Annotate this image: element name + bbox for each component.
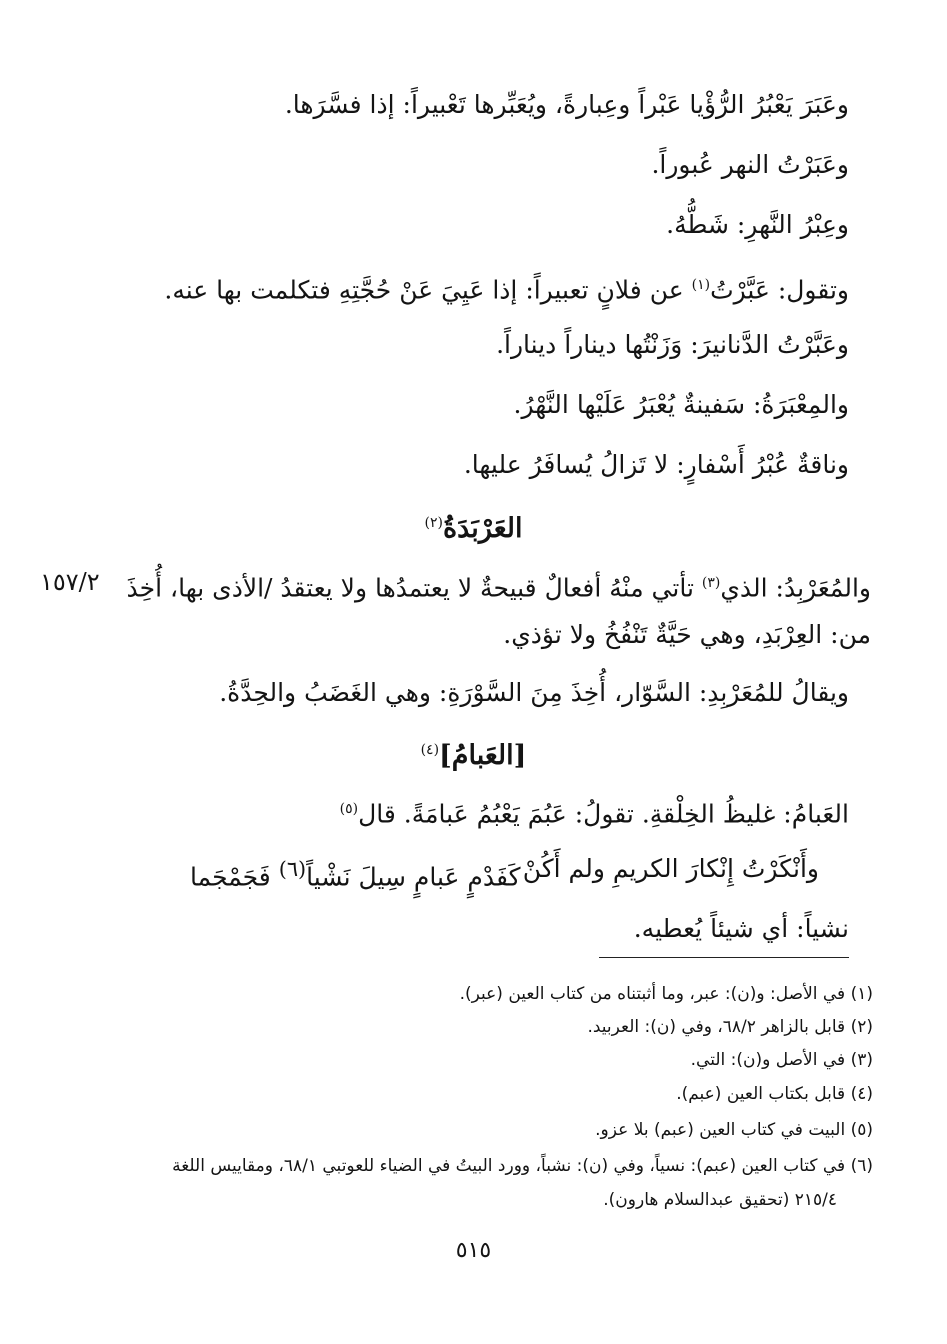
margin-reference: ١٥٧/٢ (40, 568, 100, 596)
footnote: (١) في الأصل: و(ن): عبر، وما أثبتناه من كتاب العين (عبر). (459, 984, 873, 1004)
heading-text: [العَبامُ] (439, 740, 527, 771)
footnote: (٢) قابل بالزاهر ٦٨/٢، وفي (ن): العربيد. (587, 1017, 873, 1037)
footnote-ref: (١) (691, 277, 711, 293)
footnote-ref: (٦) (278, 857, 307, 881)
footnote-ref: (٥) (339, 801, 359, 817)
footnote-divider (599, 957, 849, 958)
para-part: العَبامُ: غليظُ الخِلْقةِ. تقولُ: عَبُمَ يَعْبُمُ عَبامَةً. قال (358, 799, 849, 829)
section-heading (0, 505, 947, 547)
heading-text: العَرْبَدَةُ (442, 513, 523, 544)
text-line: وعَبَرَ يَعْبُرُ الرُّؤْيا عَبْراً وعِبارةً، ويُعَبِّرها تَعْبيراً: إذا فسَّرَها. (284, 90, 849, 119)
text-line: والمِعْبَرَةُ: سَفينةٌ يُعْبَرُ عَلَيْها النَّهْرُ. (513, 390, 849, 419)
para-part: والمُعَرْبِدُ: الذي (720, 573, 871, 603)
footnote: (٥) البيت في كتاب العين (عبم) بلا عزو. (595, 1120, 873, 1140)
text-line (127, 566, 871, 605)
line-prefix: وتقول: عَبَّرْتُ (710, 275, 849, 305)
text-line: وعَبَرْتُ النهر عُبوراً. (651, 150, 849, 179)
text-line (164, 268, 849, 307)
footnote-ref: (٤) (420, 742, 440, 758)
verse-part: فَجَمْجَما (190, 862, 271, 892)
verse-first-hemistich: وأَنْكَرْتُ إِنْكارَ الكريمِ ولم أَكُنْ (522, 854, 819, 883)
footnote-ref: (٢) (424, 515, 443, 531)
para-part: تأتي منْهُ أفعالٌ قبيحةٌ لا يعتمدُها ولا يعتقدُ /الأذى بها، أُخِذَ (126, 573, 694, 603)
text-line (340, 792, 849, 831)
footnote: (٤) قابل بكتاب العين (عبم). (676, 1084, 873, 1104)
text-line: ويقالُ للمُعَرْبِدِ: السَّوّار، أُخِذَ مِنَ السَّوْرَةِ: وهي الغَضَبُ والحِدَّةُ. (219, 678, 849, 707)
page-number: ٥١٥ (455, 1238, 492, 1263)
text-line: من: العِرْبَدِ، وهي حَيَّةٌ تَنْفُخُ ولا تؤذي. (503, 620, 871, 649)
line-rest: عن فلانٍ تعبيراً: إذا عَيِيَ عَنْ حُجَّتِهِ فتكلمت بها عنه. (164, 275, 684, 305)
section-heading (0, 732, 947, 774)
text-line: وعَبَّرْتُ الدَّنانيرَ: وَزَنْتُها ديناراً ديناراً. (496, 330, 849, 359)
footnote-ref: (٣) (701, 575, 721, 591)
text-line: وناقةٌ عُبْرُ أَسْفارٍ: لا تَزالُ يُسافَرُ عليها. (463, 450, 849, 479)
footnote-continuation: ٢١٥/٤ (تحقيق عبدالسلام هارون). (603, 1190, 837, 1210)
footnote: (٦) في كتاب العين (عبم): نسياً، وفي (ن): نشباً، وورد البيتُ في الضياء للعوتبي ٦٨/١، ومقاييس اللغة (172, 1156, 873, 1176)
verse-part: كَفَدْمٍ عَبامٍ سِيلَ نَشْياً (306, 862, 521, 892)
gloss-line: نشياً: أي شيئاً يُعطيه. (633, 914, 849, 943)
text-line: وعِبْرُ النَّهرِ: شَطُّهُ. (666, 210, 849, 239)
footnote: (٣) في الأصل و(ن): التي. (690, 1050, 873, 1070)
verse-second-hemistich (190, 852, 521, 894)
